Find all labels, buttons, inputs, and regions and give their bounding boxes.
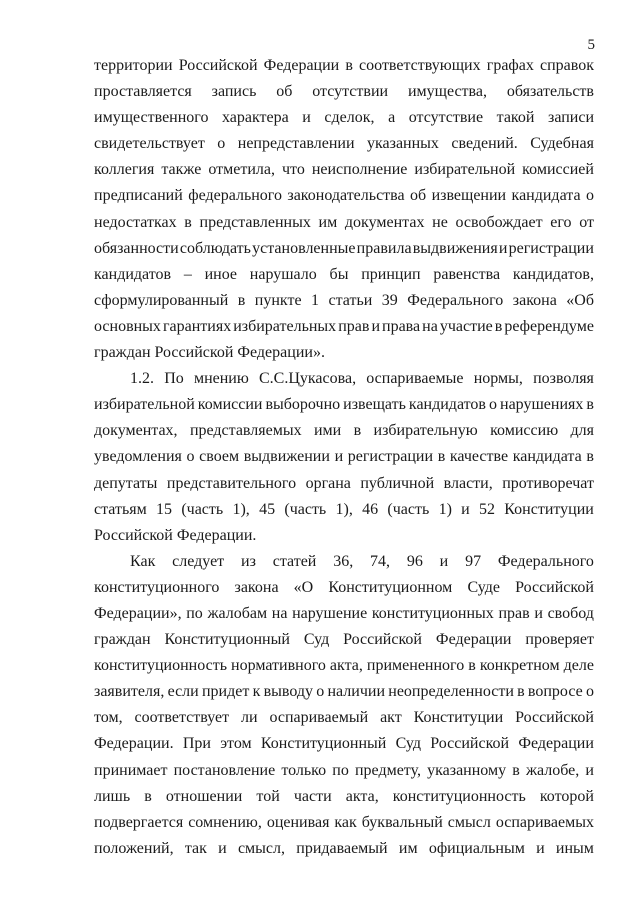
text-line: основных гарантиях избирательных прав и права на участие в референдуме: [94, 317, 594, 335]
paragraph-p3: [94, 549, 594, 862]
text-line: уведомления о своем выдвижении и регистрации в качестве кандидата в: [94, 448, 594, 466]
text-line: заявителя, если придет к выводу о наличии неопределенности в вопросе о: [94, 683, 594, 701]
text-line: статьям 15 (часть 1), 45 (часть 1), 46 (часть 1) и 52 Конституции: [94, 500, 594, 518]
text-line: Российской Федерации.: [94, 526, 257, 544]
page-number: 5: [587, 37, 595, 53]
text-line: Федерации. При этом Конституционный Суд Российской Федерации: [94, 735, 594, 753]
paragraph-p2: [94, 366, 594, 549]
text-line: граждан Конституционный Суд Российской Федерации проверяет: [94, 631, 594, 649]
text-line: подвергается сомнению, оценивая как буквальный смысл оспариваемых: [94, 813, 594, 831]
text-line: недостатках в представленных им документах не освобождает его от: [94, 213, 594, 231]
text-line: депутаты представительного органа публичной власти, противоречат: [94, 474, 594, 492]
text-line: конституционного закона «О Конституционном Суде Российской: [94, 578, 594, 596]
text-line: проставляется запись об отсутствии имущества, обязательств: [94, 83, 594, 101]
document-body: [94, 53, 594, 862]
text-line: лишь в отношении той части акта, конституционность которой: [94, 787, 594, 805]
text-line: предписаний федерального законодательства об извещении кандидата о: [94, 187, 594, 205]
text-line: кандидатов – иное нарушало бы принцип равенства кандидатов,: [94, 265, 594, 283]
text-line: избирательной комиссии выборочно извещать кандидатов о нарушениях в: [94, 396, 594, 414]
text-line: документах, представляемых ими в избирательную комиссию для: [94, 422, 594, 440]
text-line: обязанности соблюдать установленные правила выдвижения и регистрации: [94, 239, 594, 257]
text-line: свидетельствует о непредставлении указанных сведений. Судебная: [94, 135, 594, 153]
text-line: Как следует из статей 36, 74, 96 и 97 Федерального: [130, 552, 594, 570]
text-line: территории Российской Федерации в соответствующих графах справок: [94, 57, 594, 74]
text-line: имущественного характера и сделок, а отсутствие такой записи: [94, 109, 594, 127]
text-line: коллегия также отметила, что неисполнение избирательной комиссией: [94, 161, 594, 179]
text-line: конституционность нормативного акта, примененного в конкретном деле: [94, 657, 594, 675]
text-line: 1.2. По мнению С.С.Цукасова, оспариваемые нормы, позволяя: [130, 370, 594, 388]
text-line: сформулированный в пункте 1 статьи 39 Федерального закона «Об: [94, 291, 594, 309]
text-line: том, соответствует ли оспариваемый акт Конституции Российской: [94, 709, 594, 727]
text-line: принимает постановление только по предмету, указанному в жалобе, и: [94, 761, 594, 779]
paragraph-p1: [94, 53, 594, 366]
text-line: Федерации», по жалобам на нарушение конституционных прав и свобод: [94, 604, 594, 622]
text-line: положений, так и смысл, придаваемый им официальным и иным: [94, 839, 594, 857]
text-line: граждан Российской Федерации».: [94, 344, 325, 362]
